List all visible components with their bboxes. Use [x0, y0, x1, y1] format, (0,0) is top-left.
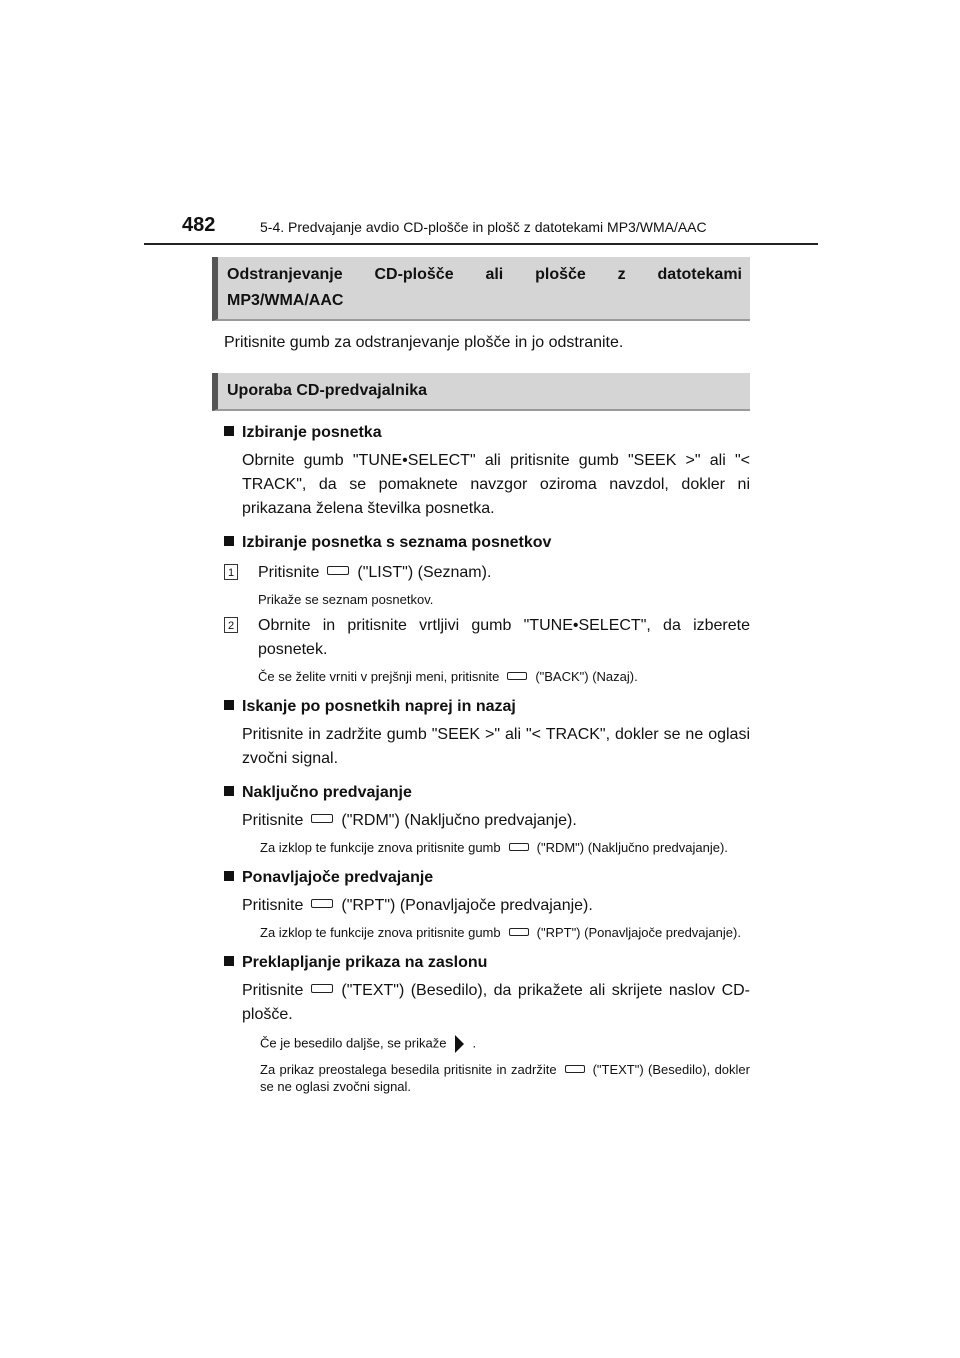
topic-body: Pritisnite in zadržite gumb "SEEK >" ali "< TRACK", dokler se ne oglasi zvočni signal. — [242, 726, 750, 767]
chapter-title: 5-4. Predvajanje avdio CD-plošče in plošč z datotekami MP3/WMA/AAC — [260, 219, 707, 235]
step-2-note: Če se želite vrniti v prejšnji meni, pritisnite ("BACK") (Nazaj). — [258, 669, 638, 684]
topic-random — [212, 781, 750, 856]
button-icon — [311, 899, 333, 908]
section-heading-cd-player — [212, 373, 750, 411]
button-icon — [311, 984, 333, 993]
button-icon — [311, 814, 333, 823]
step-1: 1 Pritisnite ("LIST") (Seznam). — [212, 561, 750, 585]
remove-disc-text: Pritisnite gumb za odstranjevanje plošče in jo odstranite. — [224, 334, 624, 351]
button-icon — [509, 928, 529, 936]
section-heading-remove-disc — [212, 257, 750, 321]
button-icon — [565, 1065, 585, 1073]
bullet-square-icon — [224, 786, 234, 796]
topic-select-track — [212, 421, 750, 521]
topic-body: Pritisnite ("TEXT") (Besedilo), da prikažete ali skrijete naslov CD-plošče. — [242, 982, 750, 1023]
topic-select-from-list — [212, 531, 750, 685]
page-number: 482 — [182, 214, 216, 236]
step-number: 1 — [224, 564, 238, 580]
topic-title: Preklapljanje prikaza na zaslonu — [212, 951, 750, 975]
topic-note-1: Če je besedilo daljše, se prikaže . — [212, 1033, 750, 1055]
topic-repeat — [212, 866, 750, 941]
step-1-note: Prikaže se seznam posnetkov. — [258, 592, 434, 607]
topic-title: Iskanje po posnetkih naprej in nazaj — [212, 695, 750, 719]
bullet-square-icon — [224, 871, 234, 881]
header-divider — [144, 243, 818, 245]
topic-title: Ponavljajoče predvajanje — [212, 866, 750, 890]
section-heading-line2: MP3/WMA/AAC — [227, 292, 344, 309]
topic-title: Izbiranje posnetka — [212, 421, 750, 445]
button-icon — [327, 566, 349, 575]
section-heading-text: Uporaba CD-predvajalnika — [227, 382, 428, 399]
section-heading-line1: Odstranjevanje CD-plošče ali plošče z datotekami — [227, 266, 742, 283]
step-number: 2 — [224, 617, 238, 633]
topic-note: Za izklop te funkcije znova pritisnite gumb ("RPT") (Ponavljajoče predvajanje). — [260, 925, 741, 940]
page-header — [182, 214, 742, 244]
topic-body: Pritisnite ("RPT") (Ponavljajoče predvajanje). — [242, 897, 593, 914]
bullet-square-icon — [224, 426, 234, 436]
topic-title: Naključno predvajanje — [212, 781, 750, 805]
topic-note: Za izklop te funkcije znova pritisnite gumb ("RDM") (Naključno predvajanje). — [260, 840, 728, 855]
button-icon — [507, 672, 527, 680]
topic-body: Pritisnite ("RDM") (Naključno predvajanje). — [242, 812, 577, 829]
topic-seek — [212, 695, 750, 771]
bullet-square-icon — [224, 536, 234, 546]
bullet-square-icon — [224, 956, 234, 966]
topic-title: Izbiranje posnetka s seznama posnetkov — [212, 531, 750, 555]
step-2: 2 Obrnite in pritisnite vrtljivi gumb "TUNE•SELECT", da izberete posnetek. — [212, 614, 750, 662]
topic-body: Obrnite gumb "TUNE•SELECT" ali pritisnite gumb "SEEK >" ali "< TRACK", da se pomaknete navzgor oziroma navzdol, dokler ni prikazana želena številka posnetka. — [242, 452, 750, 517]
button-icon — [509, 843, 529, 851]
topic-display — [212, 951, 750, 1095]
right-arrow-icon — [452, 1033, 466, 1055]
page-content — [212, 257, 750, 1095]
bullet-square-icon — [224, 700, 234, 710]
topic-note-2: Za prikaz preostalega besedila pritisnite in zadržite ("TEXT") (Besedilo), dokler se ne oglasi zvočni signal. — [260, 1062, 750, 1094]
